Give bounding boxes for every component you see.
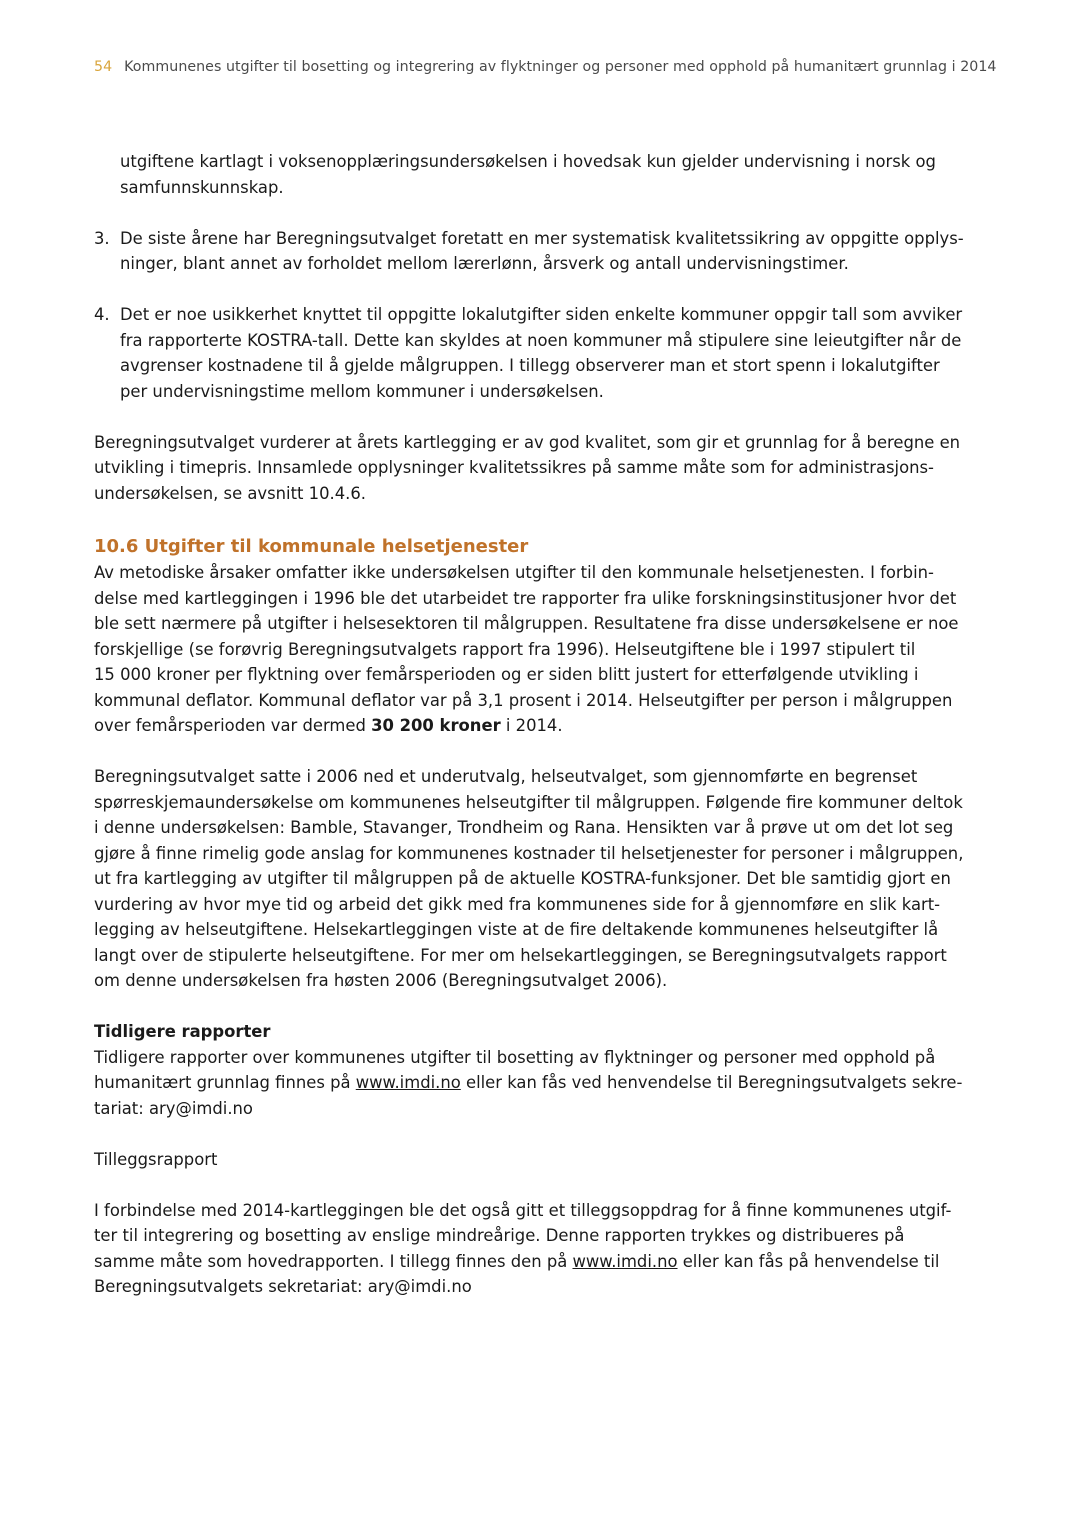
text-line: utvikling i timepris. Innsamlede opplysninger kvalitetssikres på samme måte som for administrasjons- (94, 458, 934, 477)
health-paragraph-2 (94, 764, 974, 994)
text-line: Beregningsutvalget vurderer at årets kartlegging er av god kvalitet, som gir et grunnlag for å beregne en (94, 432, 961, 452)
imdi-link[interactable]: www.imdi.no (355, 1073, 461, 1092)
text-line: 15 000 kroner per flyktning over femårsperioden og er siden blitt justert for etterfølgende utvikling i (94, 665, 919, 684)
page-body (94, 149, 974, 1300)
text-line: Det er noe usikkerhet knyttet til oppgitte lokalutgifter siden enkelte kommuner oppgir tall som avviker (120, 305, 963, 324)
text-line: ut fra kartlegging av utgifter til målgruppen på de aktuelle KOSTRA-funksjoner. Det ble samtidig gjort en (94, 869, 951, 888)
page-number: 54 (94, 59, 113, 75)
text-line: ter til integrering og bosetting av enslige mindreårige. Denne rapporten trykkes og distribueres på (94, 1226, 905, 1245)
text-span: eller kan fås ved henvendelse til Beregningsutvalgets sekre- (460, 1073, 963, 1092)
text-span: i 2014. (500, 716, 563, 735)
text-line: forskjellige (se forøvrig Beregningsutvalgets rapport fra 1996). Helseutgiftene ble i 1997 stipulert til (94, 639, 916, 659)
text-line: De siste årene har Beregningsutvalget foretatt en mer systematisk kvalitetssikring av oppgitte opplys- (120, 228, 964, 248)
text-line: Tidligere rapporter over kommunenes utgifter til bosetting av flyktninger og personer med opphold på (94, 1047, 936, 1067)
assessment-paragraph (94, 430, 974, 507)
text-span: eller kan fås på henvendelse til (677, 1251, 940, 1271)
text-line (94, 1249, 974, 1275)
list-number: 4. (94, 305, 110, 324)
text-line (94, 1070, 974, 1096)
earlier-reports-heading: Tidligere rapporter (94, 1022, 271, 1041)
text-line (94, 713, 974, 739)
text-line: delse med kartleggingen i 1996 ble det utarbeidet tre rapporter fra ulike forskningsinstitusjoner hvor det (94, 588, 957, 608)
text-line: om denne undersøkelsen fra høsten 2006 (Beregningsutvalget 2006). (94, 971, 668, 990)
imdi-link[interactable]: www.imdi.no (572, 1251, 678, 1271)
text-line: undersøkelsen, se avsnitt 10.4.6. (94, 483, 367, 503)
text-line: gjøre å finne rimelig gode anslag for kommunenes kostnader til helsetjenester for personer i målgruppen, (94, 843, 964, 863)
text-span: over femårsperioden var dermed (94, 716, 372, 735)
text-line: legging av helseutgiftene. Helsekartleggingen viste at de fire deltakende kommunenes helseutgifter lå (94, 920, 939, 939)
text-span: samme måte som hovedrapporten. I tillegg finnes den på (94, 1251, 573, 1271)
text-line: samfunnskunnskap. (120, 177, 284, 197)
earlier-reports-block (94, 1019, 974, 1121)
supplementary-label: Tilleggsrapport (94, 1149, 218, 1169)
text-line: spørreskjemaundersøkelse om kommunenes helseutgifter til målgruppen. Følgende fire kommuner deltok (94, 792, 963, 812)
text-line: utgiftene kartlagt i voksenopplæringsundersøkelsen i hovedsak kun gjelder undervisning i norsk og (120, 152, 936, 171)
health-paragraph-1 (94, 560, 974, 739)
list-number: 3. (94, 228, 110, 248)
running-header (94, 59, 997, 75)
text-line: kommunal deflator. Kommunal deflator var på 3,1 prosent i 2014. Helseutgifter per person i målgruppen (94, 690, 953, 710)
text-line: Beregningsutvalgets sekretariat: ary@imdi.no (94, 1277, 472, 1296)
text-line: fra rapporterte KOSTRA-tall. Dette kan skyldes at noen kommuner må stipulere sine leieutgifter når de (120, 330, 962, 350)
text-line: avgrenser kostnadene til å gjelde målgruppen. I tillegg observerer man et stort spenn i lokalutgifter (120, 356, 940, 375)
text-line: Beregningsutvalget satte i 2006 ned et underutvalg, helseutvalget, som gjennomførte en begrenset (94, 767, 918, 786)
text-line: vurdering av hvor mye tid og arbeid det gikk med fra kommunenes side for å gjennomføre en slik kart- (94, 894, 941, 914)
supplementary-paragraph (94, 1198, 974, 1300)
list-item-3 (94, 226, 974, 277)
running-title: Kommunenes utgifter til bosetting og integrering av flyktninger og personer med opphold på humanitært grunnlag i 2014 (124, 59, 997, 75)
amount-bold: 30 200 kroner (371, 716, 501, 735)
text-span: humanitært grunnlag finnes på (94, 1073, 356, 1092)
text-line: tariat: ary@imdi.no (94, 1098, 253, 1118)
list-item-4 (94, 302, 974, 404)
text-line: per undervisningstime mellom kommuner i undersøkelsen. (120, 381, 604, 401)
text-line: i denne undersøkelsen: Bamble, Stavanger, Trondheim og Rana. Hensikten var å prøve ut om det lot seg (94, 818, 954, 837)
text-line: langt over de stipulerte helseutgiftene. For mer om helsekartleggingen, se Beregningsutvalgets rapport (94, 945, 947, 965)
continued-list-text (94, 149, 974, 200)
section-heading: 10.6 Utgifter til kommunale helsetjenester (94, 536, 529, 557)
text-line: Av metodiske årsaker omfatter ikke undersøkelsen utgifter til den kommunale helsetjenesten. I forbin- (94, 563, 934, 582)
text-line: ble sett nærmere på utgifter i helsesektoren til målgruppen. Resultatene fra disse undersøkelsene er noe (94, 614, 959, 633)
text-line: ninger, blant annet av forholdet mellom lærerlønn, årsverk og antall undervisningstimer. (120, 254, 849, 273)
text-line: I forbindelse med 2014-kartleggingen ble det også gitt et tilleggsoppdrag for å finne kommunenes utgif- (94, 1200, 952, 1220)
